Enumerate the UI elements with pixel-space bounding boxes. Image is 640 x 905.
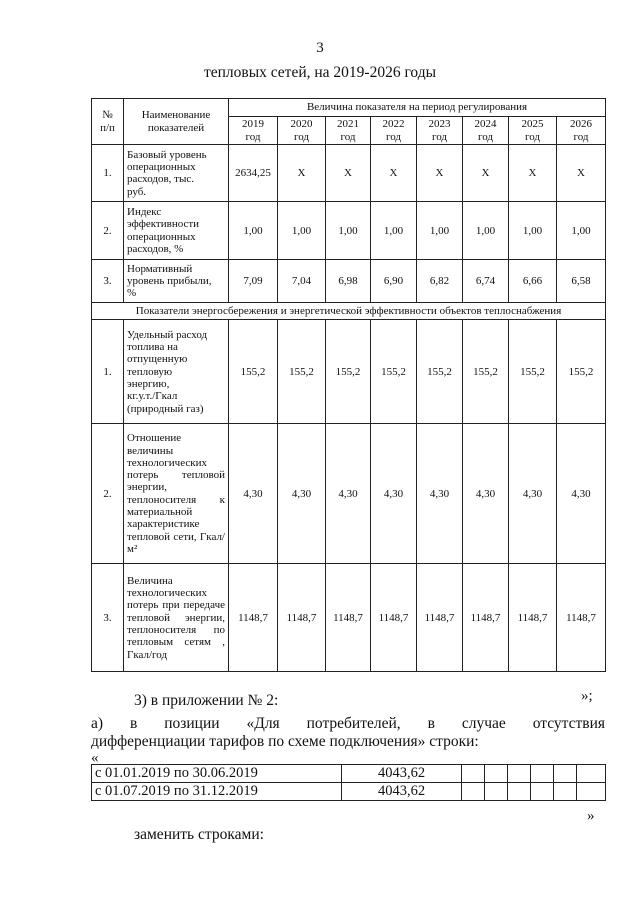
rate-empty-cell	[577, 765, 606, 783]
row-value: 2634,25	[229, 145, 278, 202]
header-year: 2022 год	[371, 117, 417, 145]
rate-period: с 01.01.2019 по 30.06.2019	[92, 765, 342, 783]
row-number: 1.	[92, 145, 124, 202]
item-a-line-2: дифференциации тарифов по схеме подключения» строки:	[91, 733, 479, 750]
row-value: 155,2	[229, 320, 278, 424]
row-value: 6,90	[371, 260, 417, 303]
row-value: 1148,7	[417, 564, 463, 672]
row-value: 4,30	[417, 424, 463, 564]
row-value: 155,2	[417, 320, 463, 424]
header-year: 2019 год	[229, 117, 278, 145]
row-number: 3.	[92, 564, 124, 672]
header-period: Величина показателя на период регулирования	[229, 99, 606, 117]
replace-text: заменить строками:	[134, 826, 264, 843]
rate-value: 4043,62	[342, 783, 462, 801]
section-title: Показатели энергосбережения и энергетической эффективности объектов теплоснабжения	[92, 303, 606, 320]
row-value: 6,74	[463, 260, 509, 303]
rate-value: 4043,62	[342, 765, 462, 783]
table-row	[92, 145, 606, 202]
row-value: 155,2	[509, 320, 557, 424]
row-value: 4,30	[278, 424, 326, 564]
rate-empty-cell	[554, 783, 577, 801]
row-number: 2.	[92, 424, 124, 564]
row-value: 1148,7	[463, 564, 509, 672]
row-number: 2.	[92, 202, 124, 260]
rate-empty-cell	[462, 765, 485, 783]
row-value: 1148,7	[371, 564, 417, 672]
table-row	[92, 202, 606, 260]
row-value: 4,30	[229, 424, 278, 564]
row-value: 1148,7	[278, 564, 326, 672]
row-value: 6,58	[557, 260, 606, 303]
row-value: 1,00	[326, 202, 371, 260]
rate-empty-cell	[508, 783, 531, 801]
row-value: 1,00	[371, 202, 417, 260]
table-caption: тепловых сетей, на 2019-2026 годы	[203, 64, 437, 81]
row-value: 1,00	[509, 202, 557, 260]
rate-row	[92, 783, 606, 801]
close-quote-2: »	[587, 808, 595, 824]
row-value: X	[371, 145, 417, 202]
row-value: X	[417, 145, 463, 202]
table-row	[92, 424, 606, 564]
header-year: 2026 год	[557, 117, 606, 145]
rate-empty-cell	[508, 765, 531, 783]
row-name: Величина технологических потерь при передаче тепловой энергии, теплоносителя по тепловым сетям , Гкал/год	[124, 564, 229, 672]
header-year: 2021 год	[326, 117, 371, 145]
indicators-table	[91, 98, 606, 672]
row-value: X	[557, 145, 606, 202]
row-name: Нормативный уровень прибыли, %	[124, 260, 229, 303]
row-value: 6,98	[326, 260, 371, 303]
header-num: № п/п	[92, 99, 124, 145]
rate-row	[92, 765, 606, 783]
rates-table	[91, 764, 606, 801]
page-number: 3	[316, 40, 324, 56]
rate-empty-cell	[531, 783, 554, 801]
table-row	[92, 564, 606, 672]
section-row	[92, 303, 606, 320]
row-value: 1,00	[463, 202, 509, 260]
row-name: Базовый уровень операционных расходов, тыс. руб.	[124, 145, 229, 202]
close-quote: »;	[581, 688, 593, 704]
row-value: X	[278, 145, 326, 202]
rate-empty-cell	[577, 783, 606, 801]
row-number: 1.	[92, 320, 124, 424]
header-year: 2023 год	[417, 117, 463, 145]
row-value: 155,2	[326, 320, 371, 424]
row-value: 155,2	[371, 320, 417, 424]
row-value: 4,30	[557, 424, 606, 564]
row-name: Отношение величины технологических потерь тепловой энергии, теплоносителя к материальной характеристике тепловой сети, Гкал/м²	[124, 424, 229, 564]
rate-empty-cell	[531, 765, 554, 783]
item-a-line-1: а) в позиции «Для потребителей, в случае отсутствия	[91, 715, 605, 732]
row-value: 1,00	[278, 202, 326, 260]
row-value: 6,82	[417, 260, 463, 303]
row-value: 4,30	[463, 424, 509, 564]
rate-empty-cell	[485, 765, 508, 783]
row-value: 1148,7	[326, 564, 371, 672]
row-value: 155,2	[278, 320, 326, 424]
table-row	[92, 320, 606, 424]
table-row	[92, 260, 606, 303]
row-name: Индекс эффективности операционных расходов, %	[124, 202, 229, 260]
open-quote: «	[91, 750, 99, 766]
row-value: X	[326, 145, 371, 202]
item-3: 3) в приложении № 2:	[134, 692, 279, 709]
row-value: 155,2	[463, 320, 509, 424]
row-value: X	[463, 145, 509, 202]
rate-empty-cell	[554, 765, 577, 783]
row-value: 155,2	[557, 320, 606, 424]
row-value: 4,30	[326, 424, 371, 564]
row-value: 7,09	[229, 260, 278, 303]
row-number: 3.	[92, 260, 124, 303]
row-value: 6,66	[509, 260, 557, 303]
row-value: X	[509, 145, 557, 202]
row-value: 1148,7	[229, 564, 278, 672]
rate-empty-cell	[485, 783, 508, 801]
rate-period: с 01.07.2019 по 31.12.2019	[92, 783, 342, 801]
header-name: Наименование показателей	[124, 99, 229, 145]
row-value: 4,30	[371, 424, 417, 564]
row-value: 1,00	[417, 202, 463, 260]
row-value: 1,00	[557, 202, 606, 260]
header-year: 2024 год	[463, 117, 509, 145]
rate-empty-cell	[462, 783, 485, 801]
row-value: 1148,7	[557, 564, 606, 672]
row-value: 7,04	[278, 260, 326, 303]
row-name: Удельный расход топлива на отпущенную тепловую энергию, кг.у.т./Гкал (природный газ)	[124, 320, 229, 424]
header-year: 2025 год	[509, 117, 557, 145]
row-value: 4,30	[509, 424, 557, 564]
row-value: 1148,7	[509, 564, 557, 672]
header-year: 2020 год	[278, 117, 326, 145]
row-value: 1,00	[229, 202, 278, 260]
